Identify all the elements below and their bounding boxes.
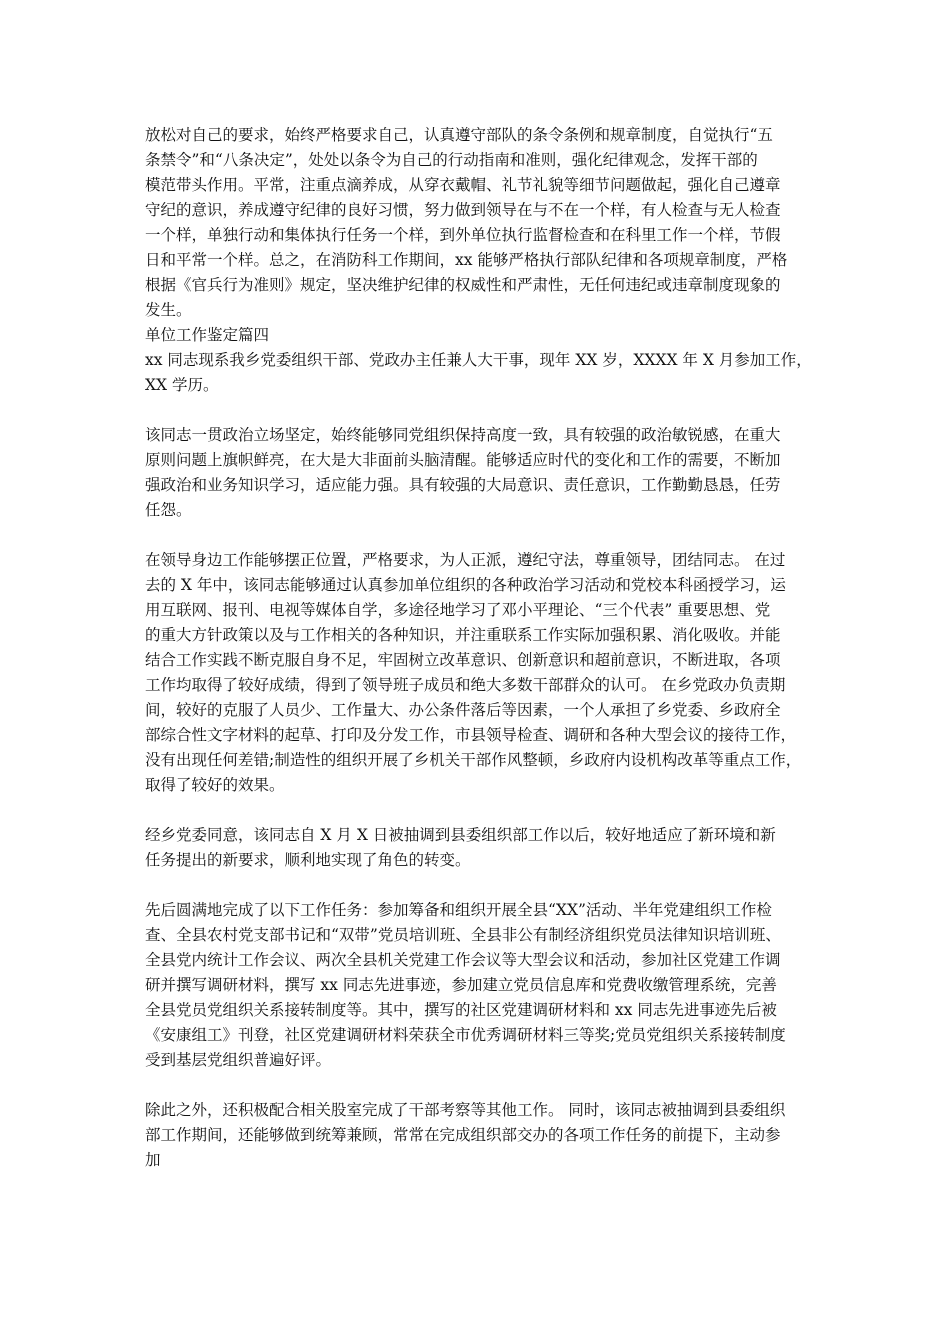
paragraph: [145, 1098, 815, 1173]
text-line: 受到基层党组织普遍好评。: [145, 1051, 332, 1069]
text-line: 先后圆满地完成了以下工作任务：参加筹备和组织开展全县“XX”活动、半年党建组织工作检: [145, 901, 772, 919]
paragraph-spacer: [145, 873, 815, 898]
text-line: xx 同志现系我乡党委组织干部、党政办主任兼人大干事，现年 XX 岁，XXXX 年 X 月参加工作，: [145, 351, 812, 369]
paragraph: [145, 348, 815, 398]
text-line: 任怨。: [145, 501, 192, 519]
text-line: 一个样，单独行动和集体执行任务一个样，到外单位执行监督检查和在科里工作一个样，节假: [145, 226, 781, 244]
text-line: 查、全县农村党支部书记和“双带”党员培训班、全县非公有制经济组织党员法律知识培训班、: [145, 926, 781, 944]
text-line: 去的 X 年中，该同志能够通过认真参加单位组织的各种政治学习活动和党校本科函授学习，运: [145, 576, 786, 594]
text-line: 守纪的意识，养成遵守纪律的良好习惯，努力做到领导在与不在一个样，有人检查与无人检查: [145, 201, 781, 219]
text-line: 模范带头作用。平常，注重点滴养成，从穿衣戴帽、礼节礼貌等细节问题做起，强化自己遵章: [145, 176, 781, 194]
text-line: 研并撰写调研材料，撰写 xx 同志先进事迹，参加建立党员信息库和党费收缴管理系统，完善: [145, 976, 777, 994]
text-line: 《安康组工》刊登，社区党建调研材料荣获全市优秀调研材料三等奖;党员党组织关系接转制度: [145, 1026, 786, 1044]
document-body: [145, 123, 815, 1173]
text-line: 任务提出的新要求，顺利地实现了角色的转变。: [145, 851, 471, 869]
text-line: 全县党内统计工作会议、两次全县机关党建工作会议等大型会议和活动，参加社区党建工作调: [145, 951, 781, 969]
text-line: 发生。: [145, 301, 192, 319]
text-line: 间，较好的克服了人员少、工作量大、办公条件落后等因素，一个人承担了乡党委、乡政府全: [145, 701, 781, 719]
text-line: 取得了较好的效果。: [145, 776, 285, 794]
text-line: 在领导身边工作能够摆正位置，严格要求，为人正派，遵纪守法，尊重领导，团结同志。 在过: [145, 551, 786, 569]
text-line: 部综合性文字材料的起草、打印及分发工作，市县领导检查、调研和各种大型会议的接待工作，: [145, 726, 797, 744]
paragraph-spacer: [145, 1073, 815, 1098]
text-line: 加: [145, 1151, 161, 1169]
text-line: 单位工作鉴定篇四: [145, 326, 270, 344]
paragraph-spacer: [145, 523, 815, 548]
text-line: 条禁令”和“八条决定”，处处以条令为自己的行动指南和准则，强化纪律观念，发挥干部的: [145, 151, 758, 169]
text-line: 全县党员党组织关系接转制度等。其中，撰写的社区党建调研材料和 xx 同志先进事迹先后被: [145, 1001, 777, 1019]
text-line: 除此之外，还积极配合相关股室完成了干部考察等其他工作。 同时，该同志被抽调到县委组织: [145, 1101, 786, 1119]
paragraph: [145, 548, 815, 798]
text-line: 原则问题上旗帜鲜亮，在大是大非面前头脑清醒。能够适应时代的变化和工作的需要，不断加: [145, 451, 781, 469]
text-line: 的重大方针政策以及与工作相关的各种知识，并注重联系工作实际加强积累、消化吸收。并能: [145, 626, 781, 644]
text-line: 部工作期间，还能够做到统筹兼顾，常常在完成组织部交办的各项工作任务的前提下，主动参: [145, 1126, 781, 1144]
text-line: 用互联网、报刊、电视等媒体自学，多途径地学习了邓小平理论、“三个代表” 重要思想、党: [145, 601, 771, 619]
text-line: 工作均取得了较好成绩，得到了领导班子成员和绝大多数干部群众的认可。 在乡党政办负责期: [145, 676, 786, 694]
text-line: 放松对自己的要求，始终严格要求自己，认真遵守部队的条令条例和规章制度，自觉执行“五: [145, 126, 773, 144]
paragraph: [145, 423, 815, 523]
text-line: 没有出现任何差错;制造性的组织开展了乡机关干部作风整顿，乡政府内设机构改革等重点工作，: [145, 751, 802, 769]
text-line: 强政治和业务知识学习，适应能力强。具有较强的大局意识、责任意识，工作勤勤恳恳，任劳: [145, 476, 781, 494]
paragraph: [145, 823, 815, 873]
text-line: 日和平常一个样。总之，在消防科工作期间，xx 能够严格执行部队纪律和各项规章制度，严格: [145, 251, 788, 269]
text-line: XX 学历。: [145, 376, 219, 394]
paragraph: [145, 898, 815, 1073]
text-line: 该同志一贯政治立场坚定，始终能够同党组织保持高度一致，具有较强的政治敏锐感，在重大: [145, 426, 781, 444]
text-line: 结合工作实践不断克服自身不足，牢固树立改革意识、创新意识和超前意识，不断进取，各项: [145, 651, 781, 669]
text-line: 根据《官兵行为准则》规定，坚决维护纪律的权威性和严肃性，无任何违纪或违章制度现象的: [145, 276, 781, 294]
paragraph-spacer: [145, 398, 815, 423]
paragraph: [145, 123, 815, 323]
text-line: 经乡党委同意，该同志自 X 月 X 日被抽调到县委组织部工作以后，较好地适应了新环境和新: [145, 826, 776, 844]
paragraph-spacer: [145, 798, 815, 823]
section-heading: [145, 323, 815, 348]
